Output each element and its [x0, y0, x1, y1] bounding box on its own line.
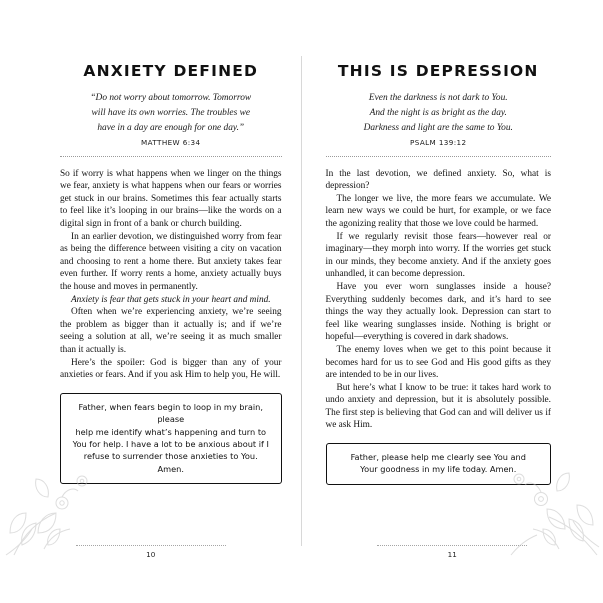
prayer-line: You for help. I have a lot to be anxious about if I [72, 438, 269, 449]
section-divider [326, 156, 552, 158]
verse-reference: PSALM 139:12 [409, 137, 467, 147]
section-divider [60, 156, 282, 158]
page-gutter-divider [301, 56, 302, 546]
left-verse-block [60, 92, 282, 147]
prayer-line: Father, when fears begin to loop in my brain, please [78, 401, 263, 425]
verse-line: “Do not worry about tomorrow. Tomorrow [90, 93, 252, 103]
paragraph: But here’s what I know to be true: it takes hard work to undo anxiety and depression, but it is absolutely possible. The first step is believing that God can and will deliver us if we ask Him. [325, 382, 551, 431]
paragraph: Here’s the spoiler: God is bigger than any of your anxieties or fears. And if you ask Him to help you, He will. [60, 357, 282, 381]
paragraph: If we regularly revisit those fears—however real or imaginary—they morph into worry. If the worries get stuck in our minds, they become anxiety. And if the anxiety goes unhandled, it can become depression. [325, 231, 551, 280]
paragraph: The enemy loves when we get to this point because it becomes hard for us to see God and His good gifts as they are intended to be in our lives. [325, 344, 551, 381]
prayer-line: Father, please help me clearly see You and [350, 452, 526, 463]
paragraph: In the last devotion, we defined anxiety. So, what is depression? [325, 168, 551, 192]
right-prayer-box [326, 443, 552, 485]
page-number: 10 [76, 545, 226, 559]
verse-line: will have its own worries. The troubles we [91, 108, 250, 119]
verse-line: have in a day are enough for one day.” [97, 123, 245, 134]
right-verse-block [326, 92, 552, 147]
paragraph-emphasis: Anxiety is fear that gets stuck in your heart and mind. [71, 294, 271, 305]
prayer-line: refuse to surrender those anxieties to You. Amen. [83, 451, 258, 474]
right-body-text [326, 168, 552, 432]
left-page-title: ANXIETY DEFINED [83, 62, 259, 80]
left-page-folio [0, 545, 302, 559]
prayer-line: help me identify what’s happening and turn to [75, 426, 267, 437]
verse-line: And the night is as bright as the day. [369, 108, 507, 119]
right-page-title: THIS IS DEPRESSION [337, 62, 539, 80]
right-page [302, 0, 603, 603]
verse-line: Even the darkness is not dark to You. [368, 93, 508, 103]
left-prayer-box [60, 393, 282, 484]
paragraph: The longer we live, the more fears we accumulate. We learn new ways we could be hurt, for example, or we face the agonizing reality that those we love could be harmed. [325, 193, 551, 229]
prayer-line: Your goodness in my life today. Amen. [360, 464, 517, 475]
paragraph: Have you ever worn sunglasses inside a house? Everything suddenly becomes dark, and it’s hard to see things the way they actually look. Depression can start to feel like wearing sunglasses inside. Nothing is bright or hopeful—everything is covered in dark shadows. [325, 281, 551, 343]
verse-line: Darkness and light are the same to You. [363, 123, 513, 134]
paragraph: In an earlier devotion, we distinguished worry from fear as being the difference between visiting a city on vacation and choosing to rent a home there. But anxiety takes fear even further. If worry rents a home, anxiety actually buys the house and moves in permanently. [60, 231, 282, 292]
paragraph: Often when we’re experiencing anxiety, we’re seeing the problem as bigger than it actually is; and if we’re seeing a solution at all, we’re seeing it as much smaller than it actually is. [60, 307, 282, 355]
verse-reference: MATTHEW 6:34 [141, 137, 201, 147]
page-number: 11 [377, 545, 527, 559]
right-page-folio [302, 545, 603, 559]
paragraph: So if worry is what happens when we linger on the things we fear, anxiety is what happens when our fears or worries get stuck in our brains. Sometimes this fear actually starts to feel like it’s looping in our brains—like the words on a digital sign in front of a bank or church building. [60, 168, 282, 229]
left-body-text [60, 168, 282, 382]
